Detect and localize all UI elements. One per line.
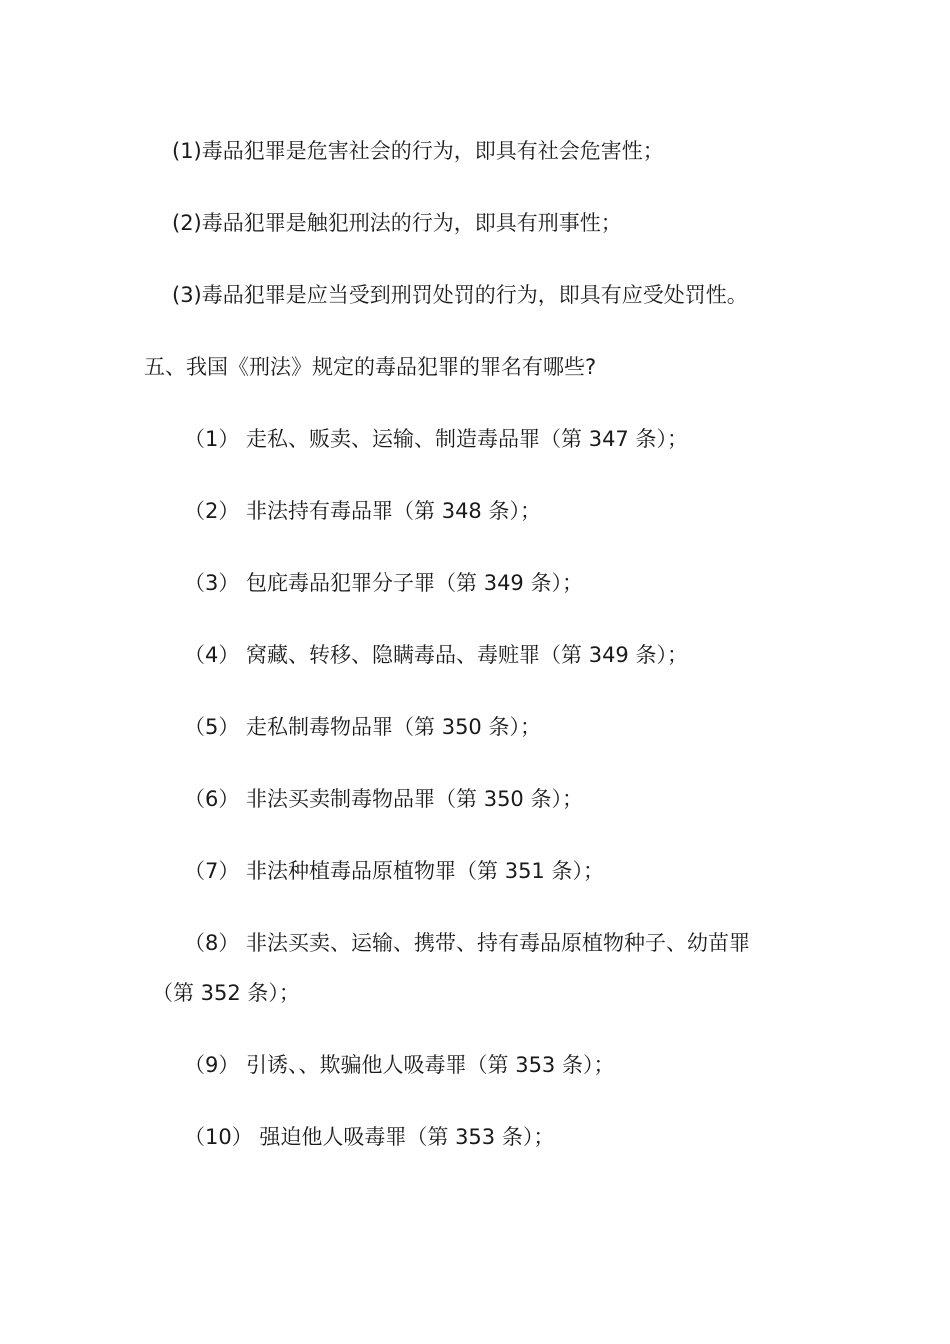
- crime-list-item: （10） 强迫他人吸毒罪（第 353 条）；: [184, 1125, 555, 1149]
- section-heading: 五、我国《刑法》规定的毒品犯罪的罪名有哪些?: [144, 355, 597, 379]
- crime-list-item: （8） 非法买卖、运输、携带、持有毒品原植物种子、幼苗罪: [184, 931, 751, 955]
- crime-list-item: （7） 非法种植毒品原植物罪（第 351 条）；: [184, 859, 604, 883]
- characteristic-item: (3)毒品犯罪是应当受到刑罚处罚的行为，即具有应受处罚性。: [172, 283, 748, 307]
- characteristic-item: (2)毒品犯罪是触犯刑法的行为，即具有刑事性；: [172, 211, 622, 235]
- crime-list-item: （6） 非法买卖制毒物品罪（第 350 条）；: [184, 787, 583, 811]
- crime-list-item: （9） 引诱、、欺骗他人吸毒罪（第 353 条）；: [184, 1053, 615, 1077]
- crime-list-item-continuation: （第 352 条）；: [152, 981, 300, 1005]
- crime-list-item: （3） 包庇毒品犯罪分子罪（第 349 条）；: [184, 571, 583, 595]
- crime-list-item: （2） 非法持有毒品罪（第 348 条）；: [184, 499, 541, 523]
- crime-list-item: （1） 走私、贩卖、运输、制造毒品罪（第 347 条）；: [184, 427, 688, 451]
- characteristic-item: (1)毒品犯罪是危害社会的行为，即具有社会危害性；: [172, 139, 664, 163]
- crime-list-item: （5） 走私制毒物品罪（第 350 条）；: [184, 715, 541, 739]
- crime-list-item: （4） 窝藏、转移、隐瞒毒品、毒赃罪（第 349 条）；: [184, 643, 688, 667]
